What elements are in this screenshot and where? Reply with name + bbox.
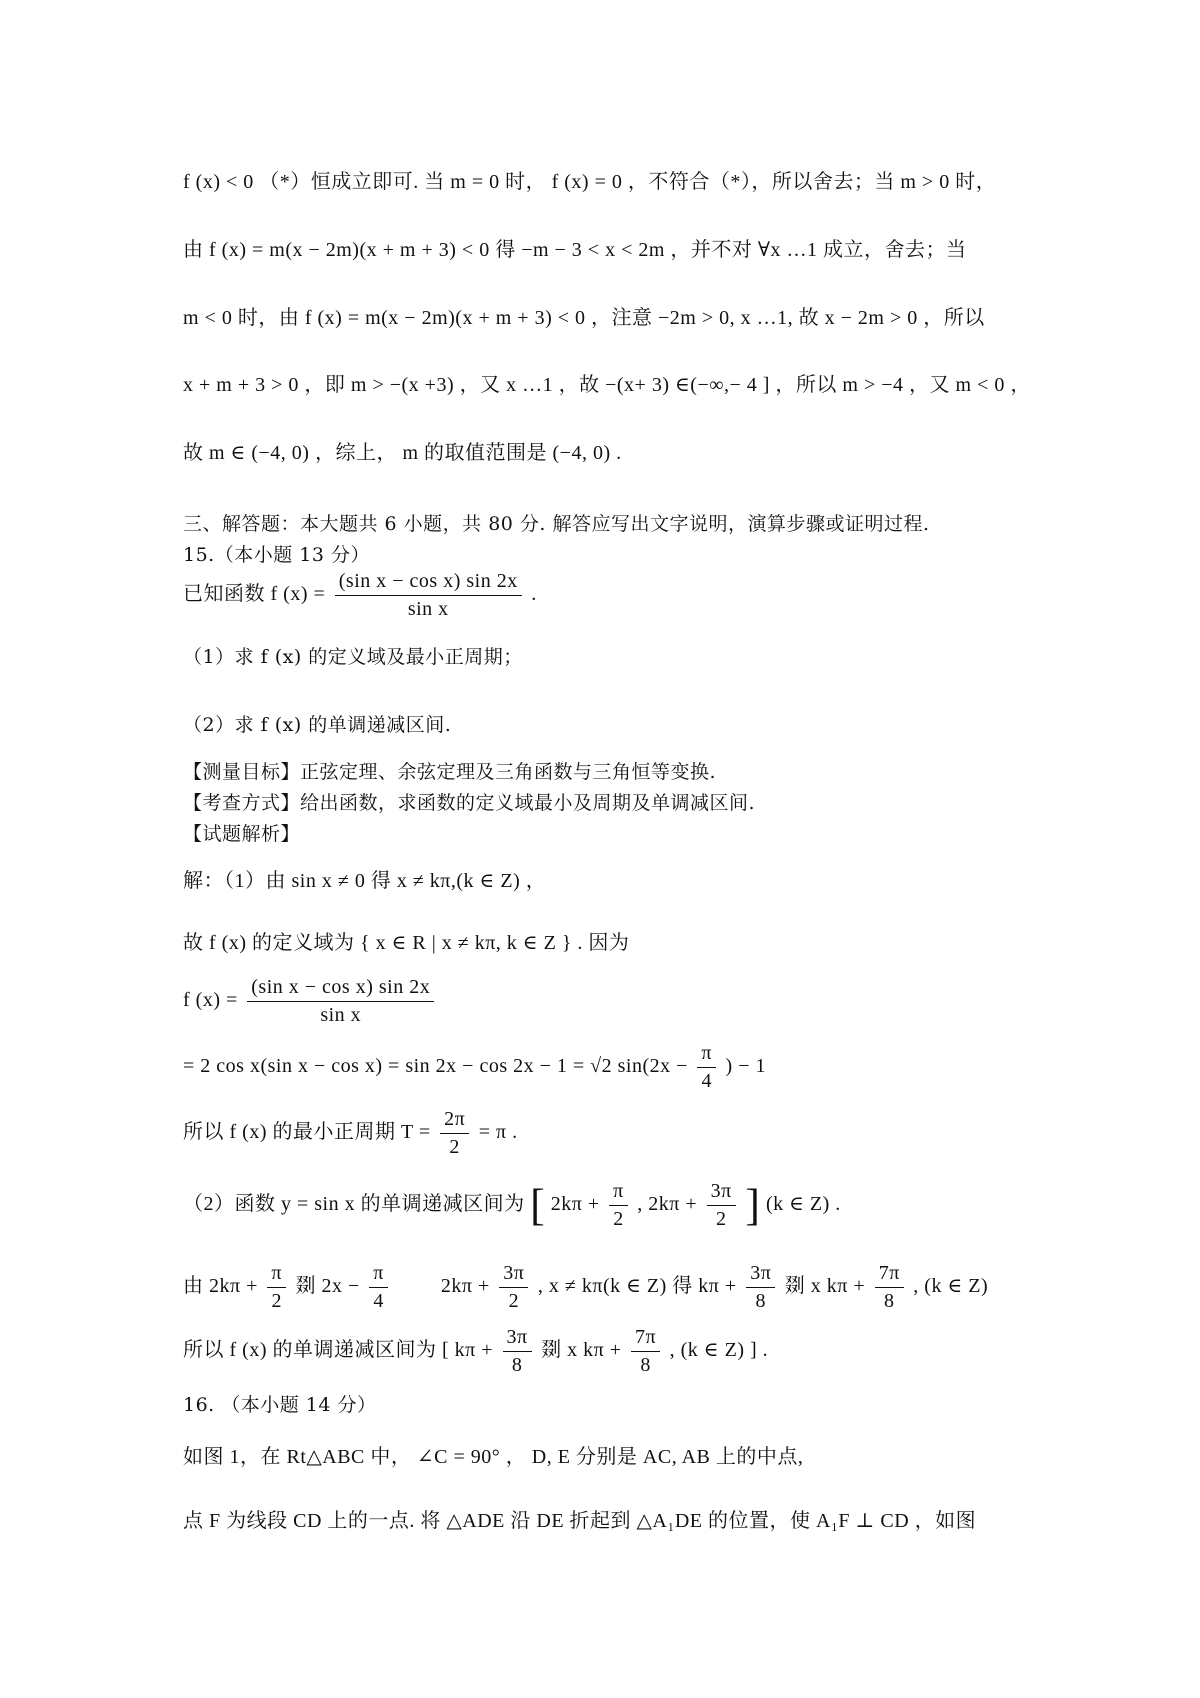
sol7-f: , (k ∈ Z) [913,1275,989,1298]
q15-given-numerator: (sin x − cos x) sin 2x [335,570,522,596]
sol6-prefix: （2）函数 y = sin x 的单调递减区间为 [183,1193,525,1216]
sol3-numerator: (sin x − cos x) sin 2x [247,976,434,1002]
q15-given-fraction [335,570,522,621]
sol6-a-denominator: 2 [613,1208,624,1230]
sol6-a-fraction [609,1180,628,1231]
test-method: 【考查方式】给出函数，求函数的定义域最小及周期及单调减区间. [183,792,756,814]
solution-line-6 [183,1180,841,1231]
sol8-b: 剟 x kπ + [541,1339,622,1362]
sol3-denominator: sin x [320,1004,362,1026]
test-target: 【测量目标】正弦定理、余弦定理及三角函数与三角恒等变换. [183,761,717,783]
q15-given-suffix: . [531,583,537,606]
sol5-numerator: 2π [440,1108,469,1134]
sol4-denominator: 4 [701,1070,712,1092]
sol7-e: 剟 x kπ + [784,1275,866,1298]
sol7-b-denominator: 4 [373,1290,384,1312]
sol7-c-numerator: 3π [499,1262,528,1288]
sol5-fraction [440,1108,469,1159]
sol4-suffix: ) − 1 [725,1055,766,1078]
sol7-d-fraction [746,1262,775,1313]
sol7-e-denominator: 8 [883,1290,895,1312]
text-line-4: x + m + 3 > 0 ，即 m > −(x +3) ，又 x …1 ，故 −(x+ 3) ∈(−∞,− 4 ] ，所以 m > −4 ，又 m < 0 ， [183,374,1031,396]
sol3-prefix: f (x) = [183,989,238,1012]
sol4-fraction [697,1042,716,1093]
sol7-c-denominator: 2 [508,1290,520,1312]
sol7-b: 剟 2x − [295,1275,360,1298]
sol7-c: 2kπ + [440,1275,490,1298]
left-bracket: [ [530,1180,546,1230]
sol6-b: , 2kπ + [637,1193,698,1216]
solution-line-1: 解：（1）由 sin x ≠ 0 得 x ≠ kπ,(k ∈ Z) ， [183,870,547,892]
sol8-b-denominator: 8 [640,1354,651,1376]
right-bracket: ] [745,1180,761,1230]
solution-line-3 [183,976,438,1027]
solution-line-2: 故 f (x) 的定义域为 { x ∈ R | x ≠ kπ, k ∈ Z } . 因为 [183,932,630,954]
text-line-3: m < 0 时，由 f (x) = m(x − 2m)(x + m + 3) < 0 ，注意 −2m > 0, x …1, 故 x − 2m > 0 ，所以 [183,307,985,329]
sol8-c: , (k ∈ Z) ] . [669,1339,769,1362]
sol4-numerator: π [697,1042,716,1068]
sol5-denominator: 2 [449,1136,460,1158]
sol7-d-denominator: 8 [755,1290,766,1312]
sol5-suffix: = π . [478,1121,518,1144]
sol7-e-fraction [875,1262,904,1313]
sol6-a: 2kπ + [550,1193,600,1216]
sol8-b-numerator: 7π [631,1326,660,1352]
text-line-5: 故 m ∈ (−4, 0) ，综上， m 的取值范围是 (−4, 0) . [183,442,622,464]
sol8-b-fraction [631,1326,660,1377]
q16-line-1: 如图 1，在 Rt△ABC 中， ∠C = 90° ， D, E 分别是 AC, AB 上的中点, [183,1446,804,1468]
sol7-a-denominator: 2 [271,1290,282,1312]
q15-part-1: （1）求 f (x) 的定义域及最小正周期； [183,646,523,668]
sol5-prefix: 所以 f (x) 的最小正周期 T = [183,1121,431,1144]
q16-line-2: 点 F 为线段 CD 上的一点. 将 △ADE 沿 DE 折起到 △A₁DE 的位置，使 A₁F ⊥ CD ，如图 [183,1510,977,1532]
sol7-b-numerator: π [369,1262,388,1288]
solution-line-4 [183,1042,766,1093]
analysis-heading: 【试题解析】 [183,823,301,845]
sol3-fraction [247,976,434,1027]
solution-line-5 [183,1108,518,1159]
sol6-b-numerator: 3π [707,1180,736,1206]
sol8-a-fraction [503,1326,532,1377]
sol6-a-numerator: π [609,1180,628,1206]
sol7-c-fraction [499,1262,528,1313]
sol6-b-fraction [707,1180,736,1231]
section-heading: 三、解答题：本大题共 6 小题，共 80 分. 解答应写出文字说明，演算步骤或证明过程. [183,513,930,535]
q15-given-function [183,570,537,621]
sol6-b-denominator: 2 [715,1208,727,1230]
solution-line-8 [183,1326,768,1377]
sol6-suffix: (k ∈ Z) . [765,1193,841,1216]
q15-given-prefix: 已知函数 f (x) = [183,583,326,606]
text-line-1: f (x) < 0 （*）恒成立即可. 当 m = 0 时， f (x) = 0 ，不符合（*），所以舍去；当 m > 0 时， [183,171,997,193]
sol7-a: 由 2kπ + [183,1275,258,1298]
sol7-d: , x ≠ kπ(k ∈ Z) 得 kπ + [537,1275,737,1298]
sol7-d-numerator: 3π [746,1262,775,1288]
question-16-title: 16. （本小题 14 分） [183,1394,377,1416]
sol7-a-fraction [267,1262,286,1313]
text-line-2: 由 f (x) = m(x − 2m)(x + m + 3) < 0 得 −m − 3 < x < 2m ，并不对 ∀x …1 成立，舍去；当 [183,239,967,261]
solution-line-7 [183,1262,988,1313]
q15-part-2: （2）求 f (x) 的单调递减区间. [183,714,452,736]
sol4-prefix: = 2 cos x(sin x − cos x) = sin 2x − cos 2x − 1 = √2 sin(2x − [183,1055,688,1078]
sol7-e-numerator: 7π [875,1262,904,1288]
question-15-title: 15.（本小题 13 分） [183,544,370,566]
sol8-a-numerator: 3π [503,1326,532,1352]
q15-given-denominator: sin x [407,598,449,620]
sol7-b-fraction [369,1262,388,1313]
sol8-a-denominator: 8 [511,1354,523,1376]
sol7-a-numerator: π [267,1262,286,1288]
sol8-a: 所以 f (x) 的单调递减区间为 [ kπ + [183,1339,494,1362]
